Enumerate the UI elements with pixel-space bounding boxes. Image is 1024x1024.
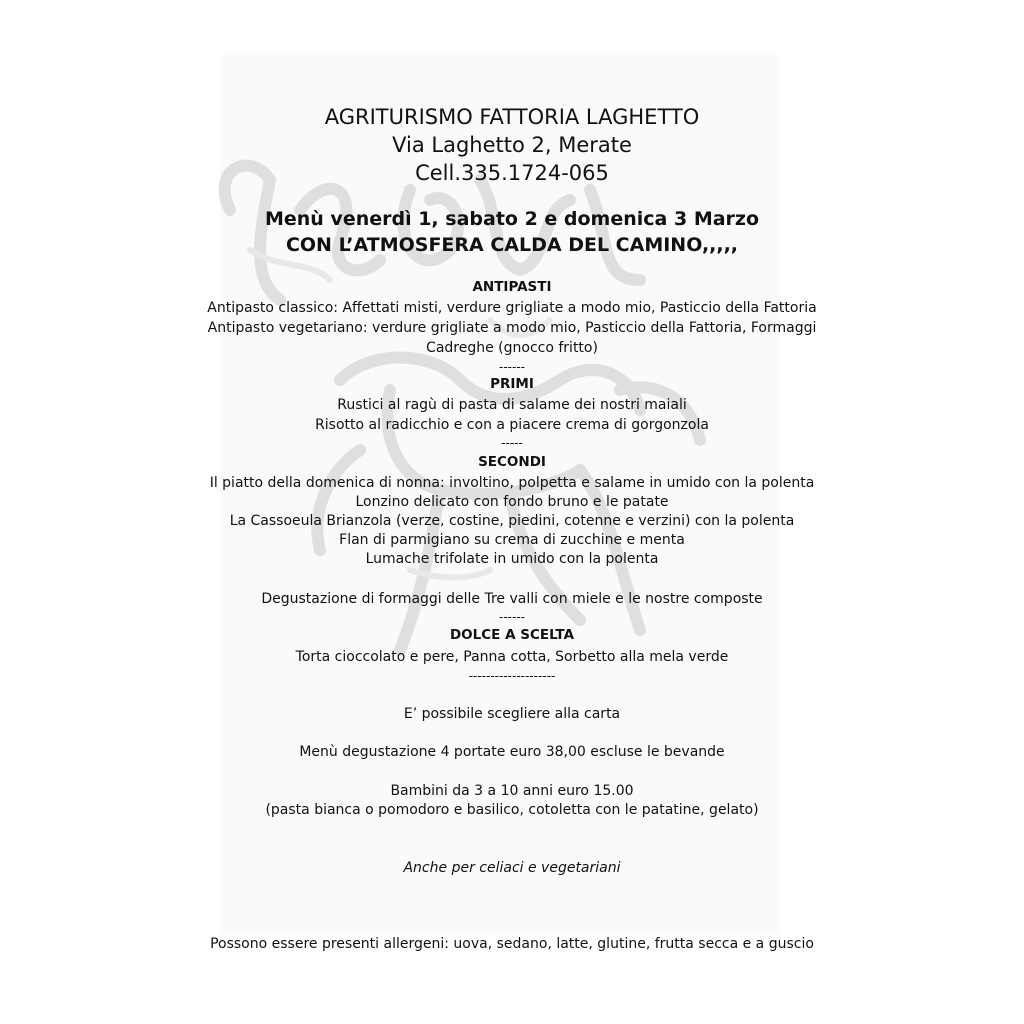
antipasti-item: Antipasto classico: Affettati misti, verdure grigliate a modo mio, Pasticcio della Fattoria bbox=[207, 300, 817, 316]
separator: -------------------- bbox=[468, 669, 556, 683]
dolce-item: Torta cioccolato e pere, Panna cotta, Sorbetto alla mela verde bbox=[295, 649, 729, 665]
section-title-primi: PRIMI bbox=[490, 376, 534, 392]
tasting-menu-price: Menù degustazione 4 portate euro 38,00 escluse le bevande bbox=[299, 744, 725, 760]
menu-tagline: CON L’ATMOSFERA CALDA DEL CAMINO,,,,, bbox=[285, 234, 739, 256]
primi-item: Risotto al radicchio e con a piacere crema di gorgonzola bbox=[315, 417, 709, 433]
carta-note: E’ possibile scegliere alla carta bbox=[403, 706, 621, 722]
kids-price: Bambini da 3 a 10 anni euro 15.00 bbox=[390, 783, 634, 799]
secondi-item: Lumache trifolate in umido con la polenta bbox=[365, 551, 659, 567]
restaurant-phone: Cell.335.1724-065 bbox=[415, 161, 609, 185]
restaurant-name: AGRITURISMO FATTORIA LAGHETTO bbox=[324, 105, 700, 129]
separator: ------ bbox=[499, 610, 525, 624]
section-title-dolce: DOLCE A SCELTA bbox=[449, 627, 575, 643]
antipasti-item: Cadreghe (gnocco fritto) bbox=[426, 340, 598, 356]
primi-item: Rustici al ragù di pasta di salame dei nostri maiali bbox=[337, 397, 687, 413]
celiac-note: Anche per celiaci e vegetariani bbox=[403, 860, 621, 876]
antipasti-item: Antipasto vegetariano: verdure grigliate a modo mio, Pasticcio della Fattoria, Formaggi bbox=[207, 320, 817, 336]
secondi-item: La Cassoeula Brianzola (verze, costine, piedini, cotenne e verzini) con la polenta bbox=[229, 513, 795, 529]
separator: ------ bbox=[499, 360, 525, 374]
section-title-secondi: SECONDI bbox=[478, 454, 546, 470]
allergens-note: Possono essere presenti allergeni: uova, sedano, latte, glutine, frutta secca e a guscio bbox=[210, 936, 814, 952]
cheese-tasting: Degustazione di formaggi delle Tre valli con miele e le nostre composte bbox=[261, 591, 763, 607]
secondi-item: Lonzino delicato con fondo bruno e le patate bbox=[355, 494, 669, 510]
separator: ----- bbox=[501, 436, 523, 450]
secondi-item: Il piatto della domenica di nonna: involtino, polpetta e salame in umido con la polenta bbox=[209, 475, 815, 491]
restaurant-address: Via Laghetto 2, Merate bbox=[392, 133, 632, 157]
kids-menu-detail: (pasta bianca o pomodoro e basilico, cotoletta con le patatine, gelato) bbox=[265, 802, 759, 818]
section-title-antipasti: ANTIPASTI bbox=[472, 279, 552, 295]
secondi-item: Flan di parmigiano su crema di zucchine e menta bbox=[339, 532, 685, 548]
menu-dates: Menù venerdì 1, sabato 2 e domenica 3 Marzo bbox=[264, 208, 760, 230]
